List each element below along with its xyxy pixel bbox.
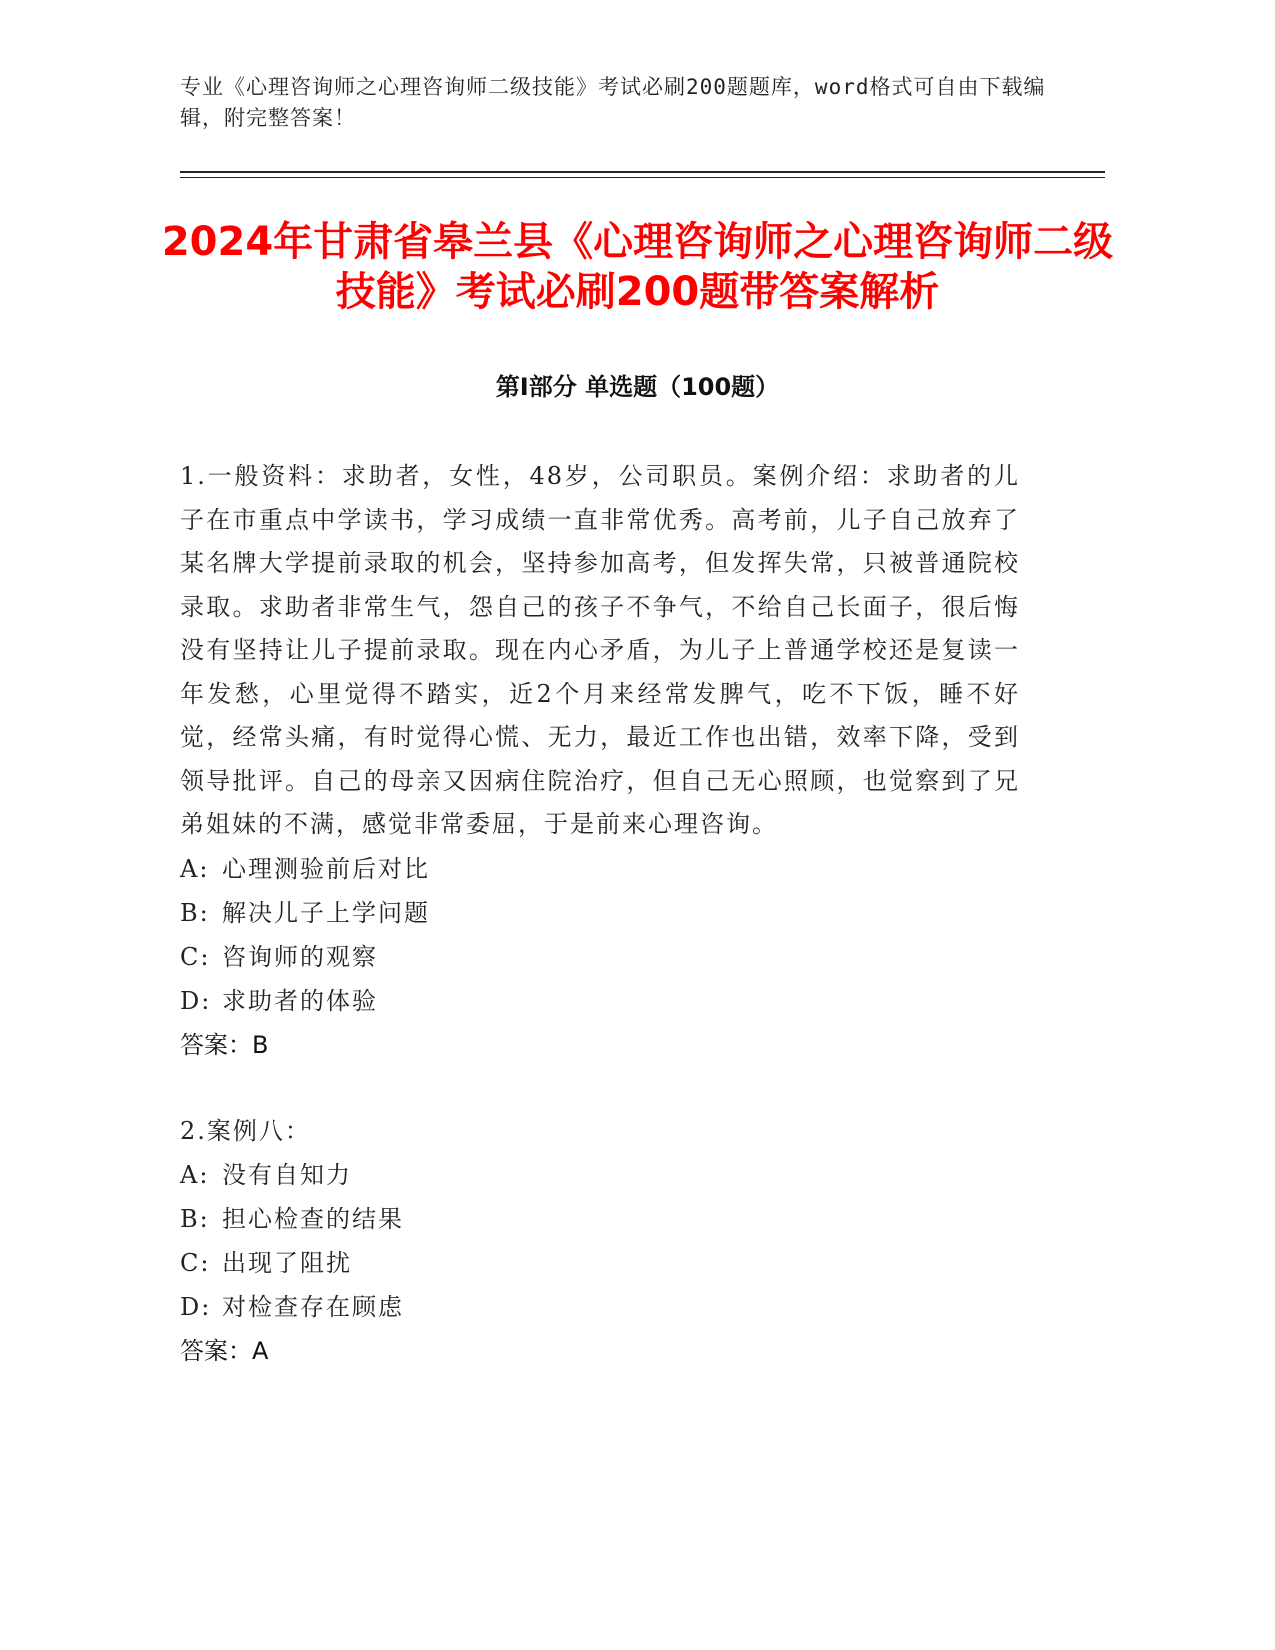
option-text: 担心检查的结果 xyxy=(222,1205,404,1233)
option-letter: C: xyxy=(180,942,211,971)
header-note: 专业《心理咨询师之心理咨询师二级技能》考试必刷200题题库，word格式可自由下载编辑，附完整答案！ xyxy=(180,75,1046,130)
option-letter: D: xyxy=(180,986,212,1015)
option-b xyxy=(180,1197,1020,1241)
question-item xyxy=(180,455,1020,1067)
question-list xyxy=(180,455,1020,1373)
question-stem: 1.一般资料：求助者，女性，48岁，公司职员。案例介绍：求助者的儿子在市重点中学读书，学习成绩一直非常优秀。高考前，儿子自己放弃了某名牌大学提前录取的机会，坚持参加高考，但发挥失常，只被普通院校录取。求助者非常生气，怨自己的孩子不争气，不给自己长面子，很后悔没有坚持让儿子提前录取。现在内心矛盾，为儿子上普通学校还是复读一年发愁，心里觉得不踏实，近2个月来经常发脾气，吃不下饭，睡不好觉，经常头痛，有时觉得心慌、无力，最近工作也出错，效率下降，受到领导批评。自己的母亲又因病住院治疗，但自己无心照顾，也觉察到了兄弟姐妹的不满，感觉非常委屈，于是前来心理咨询。 xyxy=(180,462,1020,838)
option-text: 求助者的体验 xyxy=(222,986,378,1015)
question-item xyxy=(180,1110,1020,1374)
document-title: 2024年甘肃省皋兰县《心理咨询师之心理咨询师二级技能》考试必刷200题带答案解析 xyxy=(161,219,1114,315)
option-letter: C: xyxy=(180,1249,211,1277)
answer-line: 答案：B xyxy=(180,1030,269,1059)
option-text: 没有自知力 xyxy=(222,1161,352,1189)
option-d xyxy=(180,1285,1020,1329)
option-c xyxy=(180,935,1020,979)
question-stem: 2.案例八： xyxy=(180,1116,311,1145)
question-spacer xyxy=(180,1067,1020,1110)
section-title: 第Ⅰ部分 单选题（100题） xyxy=(495,373,780,401)
option-b xyxy=(180,891,1020,935)
option-a xyxy=(180,1153,1020,1197)
option-letter: B: xyxy=(180,898,210,927)
option-text: 心理测验前后对比 xyxy=(222,854,430,883)
option-letter: D: xyxy=(180,1293,212,1321)
header-divider-thick xyxy=(180,171,1105,173)
option-text: 对检查存在顾虑 xyxy=(222,1293,404,1321)
option-text: 出现了阻扰 xyxy=(222,1249,352,1277)
option-c xyxy=(180,1241,1020,1285)
option-letter: A: xyxy=(180,854,210,883)
option-text: 解决儿子上学问题 xyxy=(222,898,430,927)
header-divider-thin xyxy=(180,177,1105,178)
option-d xyxy=(180,979,1020,1023)
option-a xyxy=(180,847,1020,891)
option-letter: A: xyxy=(180,1161,210,1189)
answer-line: 答案：A xyxy=(180,1337,269,1365)
option-letter: B: xyxy=(180,1205,210,1233)
option-text: 咨询师的观察 xyxy=(222,942,378,971)
